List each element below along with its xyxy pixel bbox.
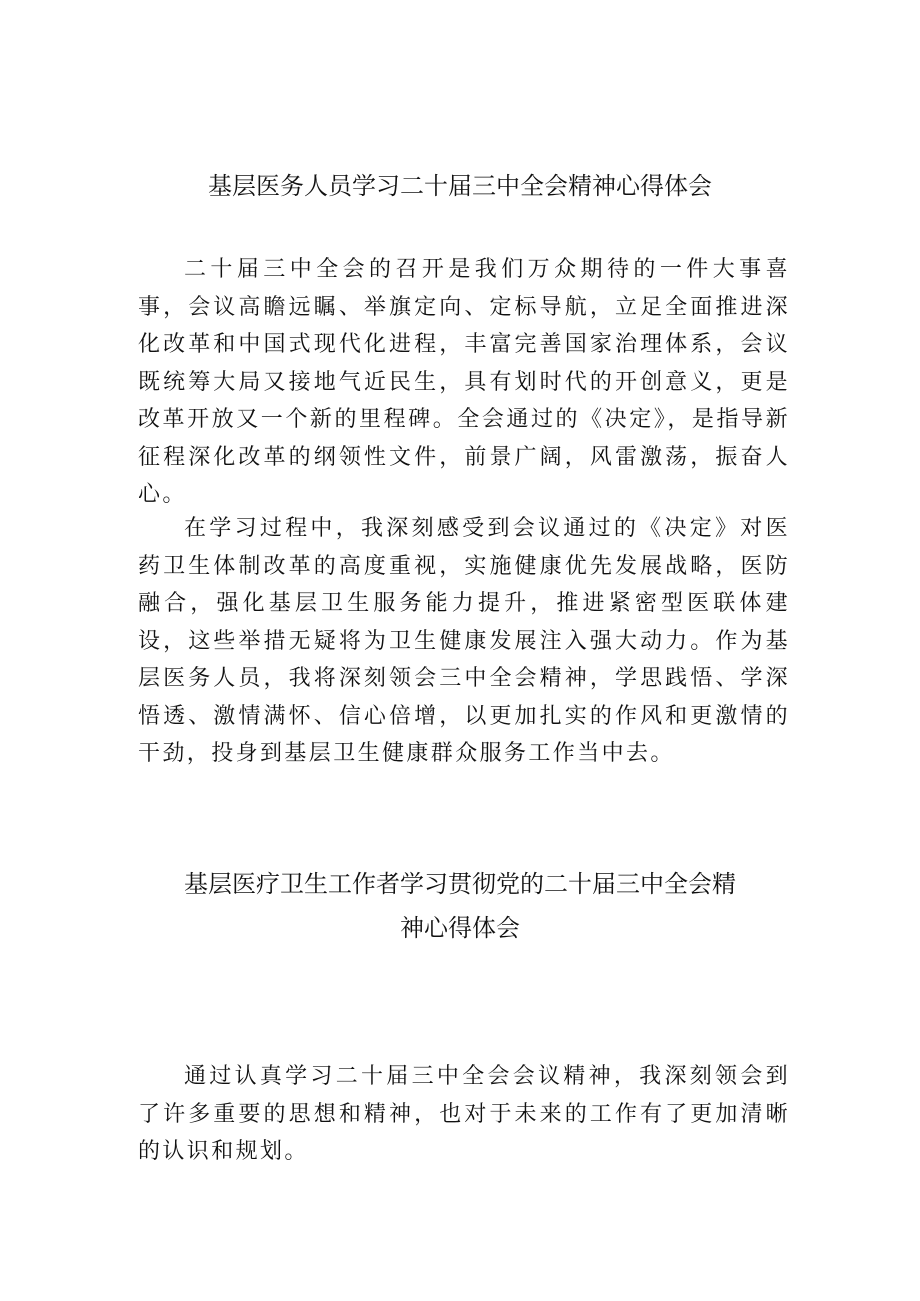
- section-2-title-line-1: 基层医疗卫生工作者学习贯彻党的二十届三中全会精: [184, 870, 736, 898]
- section-2-paragraph-1: 通过认真学习二十届三中全会会议精神，我深刻领会到了许多重要的思想和精神，也对于未来的工作有了更加清晰的认识和规划。: [138, 1064, 790, 1164]
- section-1-paragraph-1: 二十届三中全会的召开是我们万众期待的一件大事喜事，会议高瞻远瞩、举旗定向、定标导航，立足全面推进深化改革和中国式现代化进程，丰富完善国家治理体系，会议既统筹大局又接地气近民生，具有划时代的开创意义，更是改革开放又一个新的里程碑。全会通过的《决定》，是指导新征程深化改革的纲领性文件，前景广阔，风雷激荡，振奋人心。: [138, 257, 790, 507]
- section-1-paragraph-2: 在学习过程中，我深刻感受到会议通过的《决定》对医药卫生体制改革的高度重视，实施健康优先发展战略，医防融合，强化基层卫生服务能力提升，推进紧密型医联体建设，这些举措无疑将为卫生健康发展注入强大动力。作为基层医务人员，我将深刻领会三中全会精神，学思践悟、学深悟透、激情满怀、信心倍增，以更加扎实的作风和更激情的干劲，投身到基层卫生健康群众服务工作当中去。: [138, 516, 790, 766]
- section-1-title: 基层医务人员学习二十届三中全会精神心得体会: [208, 172, 712, 200]
- section-2-title: [120, 862, 800, 950]
- section-2-title-line-2: 神心得体会: [400, 914, 520, 942]
